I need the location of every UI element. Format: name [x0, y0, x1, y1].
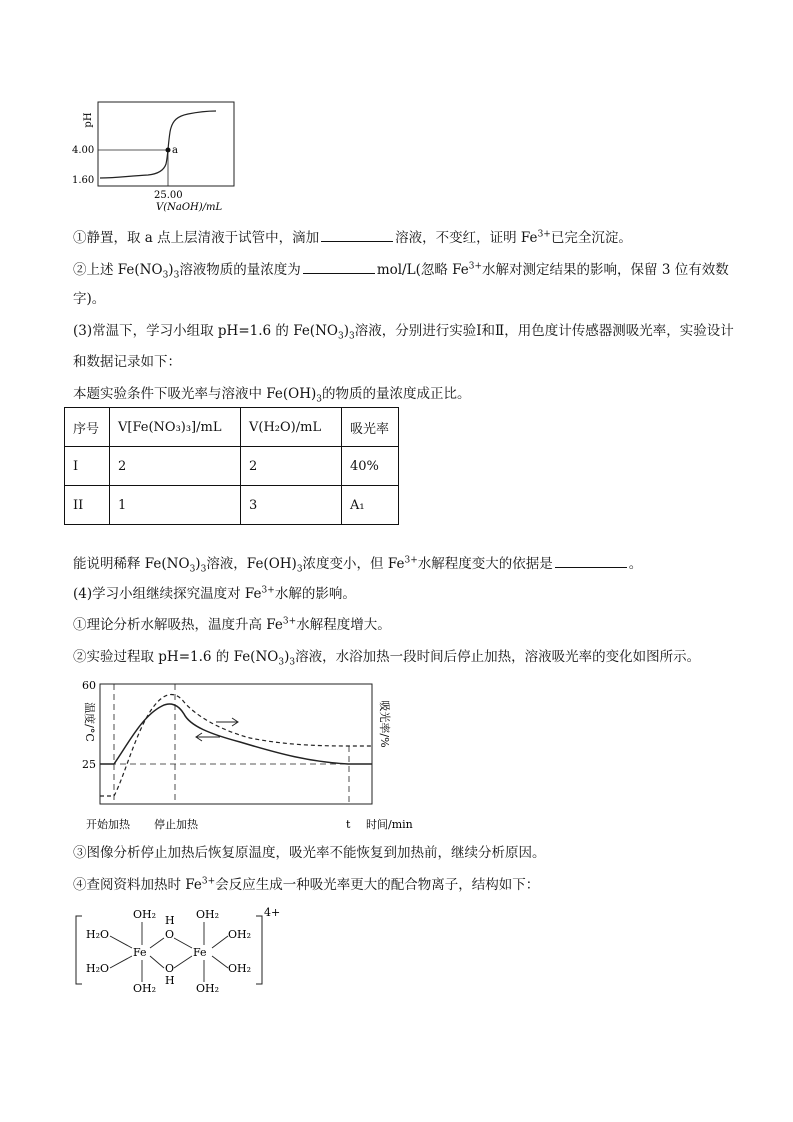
ligand-top-right: OH₂: [196, 908, 220, 921]
table-cell: 2: [110, 447, 241, 486]
ph-tick-low: 1.60: [72, 175, 95, 186]
q3-line-2: 和数据记录如下：: [73, 354, 181, 370]
bridge-o-top: O: [165, 928, 175, 941]
q4-line-2: ①理论分析水解吸热，温度升高 $Fe^{3+}$水解程度增大。: [73, 616, 391, 633]
table-cell: 1: [110, 486, 241, 525]
x-label-t: t: [346, 818, 351, 831]
table-header-row: [65, 408, 399, 447]
q3-line: (3)常温下，学习小组取 pH=1.6 的 $Fe(NO_3)_3$溶液，分别进行实验Ⅰ和Ⅱ，用色度计传感器测吸光率，实验设计: [73, 323, 734, 342]
answer-blank-1[interactable]: [321, 228, 393, 242]
ligand-bottom-right: OH₂: [196, 982, 220, 995]
x-label-start: 开始加热: [86, 818, 130, 831]
q4-line-3: ②实验过程取 pH=1.6 的 $Fe(NO_3)_3$溶液，水浴加热一段时间后停止加热，溶液吸光率的变化如图所示。: [73, 649, 701, 668]
ligand-left-1: H₂O: [86, 928, 110, 941]
table-cell: A₁: [342, 486, 399, 525]
arrow-right: [216, 718, 238, 726]
absorbance-curve: [100, 695, 372, 796]
table-header: V(H₂O)/mL: [241, 408, 342, 447]
answer-blank-3[interactable]: [555, 554, 627, 568]
right-bracket: [256, 916, 262, 984]
x-axis-label: 时间/min: [366, 818, 413, 831]
ph-point-label: a: [172, 145, 178, 156]
q3-line-3: 本题实验条件下吸光率与溶液中 $Fe(OH)_3$的物质的量浓度成正比。: [73, 386, 471, 405]
q4-line-5: ④查阅资料加热时 $Fe^{3+}$会反应生成一种吸光率更大的配合物离子，结构如下：: [73, 876, 540, 893]
ligand-left-2: H₂O: [86, 962, 110, 975]
ligand-right-2: OH₂: [228, 962, 252, 975]
temp-tick-60: 60: [82, 679, 96, 692]
charge-label: 4+: [264, 906, 281, 919]
metal-right: Fe: [193, 946, 207, 959]
table-cell: 3: [241, 486, 342, 525]
q1-line: ①静置，取 a 点上层清液于试管中，滴加 溶液，不变红，证明 $Fe^{3+}$已完全沉淀。: [73, 229, 632, 246]
ph-tick-high: 4.00: [72, 145, 95, 156]
ph-point-a: [166, 148, 171, 153]
bridge-h-bottom: H: [165, 974, 175, 987]
ph-x-axis-label: V(NaOH)/mL: [156, 202, 223, 213]
temp-axis-label: 温度/°C: [83, 702, 96, 742]
table-header: 序号: [65, 408, 110, 447]
x-label-stop: 停止加热: [154, 818, 198, 831]
ph-tick-x: 25.00: [154, 190, 183, 201]
q3-line-4: 能说明稀释 $Fe(NO_3)_3$溶液，$Fe(OH)_3$浓度变小，但 $Fe^{3+}$水解程度变大的依据是 。: [73, 555, 643, 575]
q2-line-2: 字)。: [73, 291, 106, 307]
table-cell: I: [65, 447, 110, 486]
table-cell: 40%: [342, 447, 399, 486]
ligand-bottom-left: OH₂: [133, 982, 157, 995]
q2-line: ②上述 $Fe(NO_3)_3$溶液物质的量浓度为 mol/L(忽略 $Fe^{3+}$水解对测定结果的影响，保留 3 位有效数: [73, 261, 729, 281]
q4-line: (4)学习小组继续探究温度对 $Fe^{3+}$水解的影响。: [73, 585, 356, 602]
absorbance-axis-label: 吸光率/%: [378, 700, 391, 748]
ph-titration-chart: [72, 90, 248, 215]
table-row: [65, 486, 399, 525]
table-cell: II: [65, 486, 110, 525]
ligand-right-1: OH₂: [228, 928, 252, 941]
table-header: V[Fe(NO₃)₃]/mL: [110, 408, 241, 447]
table-cell: 2: [241, 447, 342, 486]
left-bracket: [76, 916, 82, 984]
temp-tick-25: 25: [82, 758, 96, 771]
ligand-top-left: OH₂: [133, 908, 157, 921]
complex-ion-structure: [72, 900, 292, 1004]
q4-line-4: ③图像分析停止加热后恢复原温度，吸光率不能恢复到加热前，继续分析原因。: [73, 845, 546, 861]
bridge-h-top: H: [165, 914, 175, 927]
table-row: [65, 447, 399, 486]
ph-curve: [100, 111, 216, 178]
experiment-table: [64, 407, 399, 525]
temperature-absorbance-chart: [70, 674, 430, 836]
ph-axis-label: pH: [83, 112, 94, 128]
bridge-o-bottom: O: [165, 962, 175, 975]
metal-left: Fe: [133, 946, 147, 959]
answer-blank-2[interactable]: [303, 260, 375, 274]
table-header: 吸光率: [342, 408, 399, 447]
